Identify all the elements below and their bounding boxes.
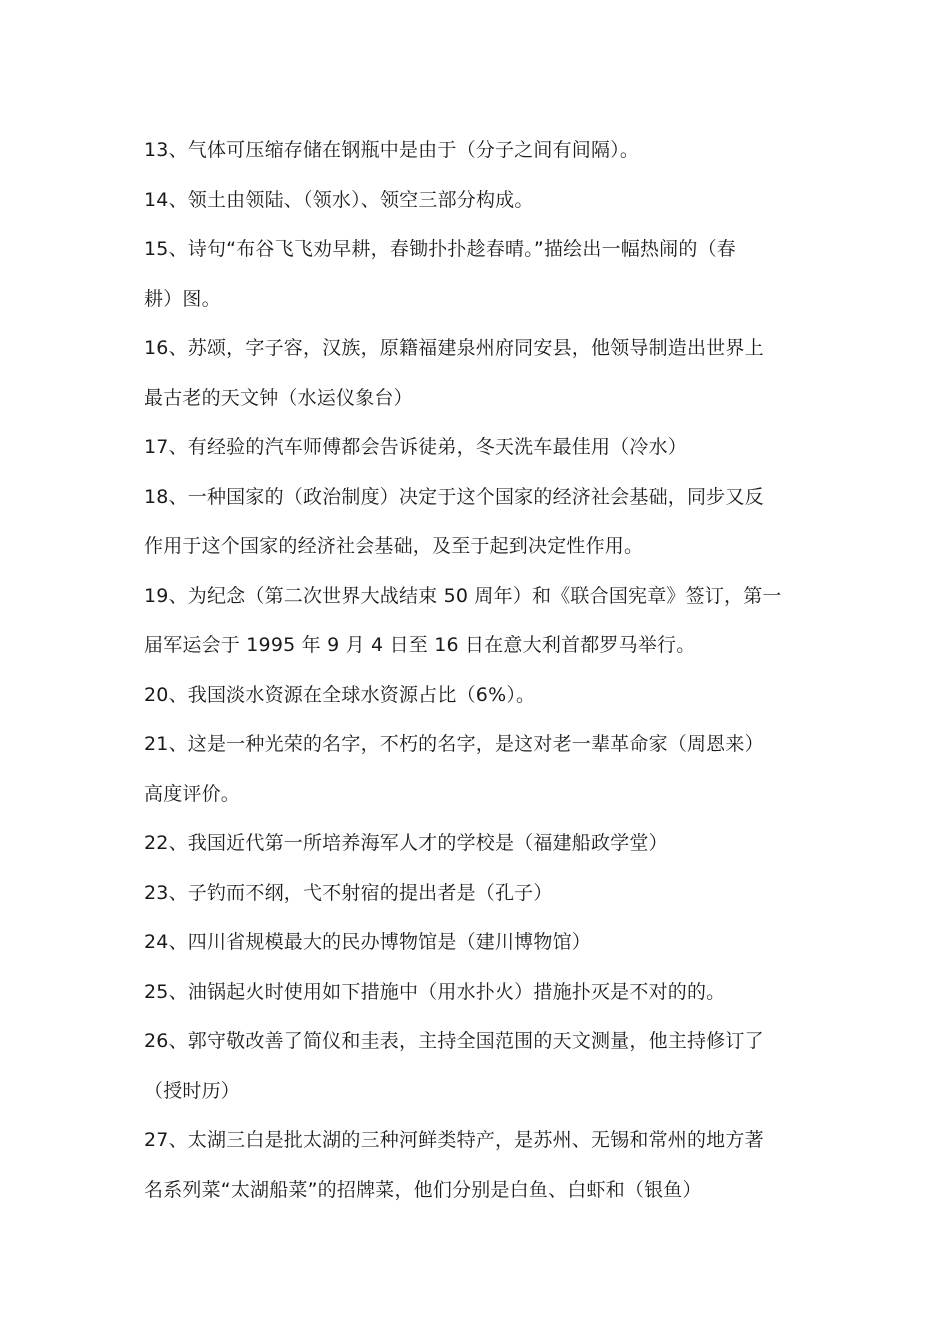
text-line: 15、诗句“布谷飞飞劝早耕，春锄扑扑趁春晴。”描绘出一幅热闹的（春 [144, 238, 736, 260]
text-line: 25、油锅起火时使用如下措施中（用水扑火）措施扑灭是不对的的。 [144, 980, 726, 1003]
text-line: 24、四川省规模最大的民办博物馆是（建川博物馆） [144, 931, 591, 953]
text-line: 高度评价。 [144, 782, 241, 805]
text-line: 26、郭守敬改善了简仪和圭表，主持全国范围的天文测量，他主持修订了 [144, 1030, 764, 1052]
text-line: 18、一种国家的（政治制度）决定于这个国家的经济社会基础，同步又反 [144, 485, 764, 508]
text-line: 23、子钓而不纲，弋不射宿的提出者是（孔子） [144, 881, 553, 904]
text-line: 14、领土由领陆、（领水）、领空三部分构成。 [144, 188, 534, 211]
text-line: 名系列菜“太湖船菜”的招牌菜，他们分别是白鱼、白虾和（银鱼） [144, 1178, 702, 1201]
text-line: 届军运会于 1995 年 9 月 4 日至 16 日在意大利首都罗马举行。 [144, 634, 696, 656]
text-line: 最古老的天文钟（水运仪象台） [144, 386, 413, 409]
text-line: 22、我国近代第一所培养海军人才的学校是（福建船政学堂） [144, 832, 668, 854]
document-body [144, 126, 814, 1215]
text-line: 21、这是一种光荣的名字，不朽的名字，是这对老一辈革命家（周恩来） [144, 733, 764, 755]
text-line: 13、气体可压缩存储在钢瓶中是由于（分子之间有间隔）。 [144, 139, 640, 161]
text-line: 17、有经验的汽车师傅都会告诉徒弟，冬天洗车最佳用（冷水） [144, 436, 687, 458]
text-line: 27、太湖三白是批太湖的三种河鲜类特产，是苏州、无锡和常州的地方著 [144, 1129, 764, 1151]
text-line: 20、我国淡水资源在全球水资源占比（6%）。 [144, 683, 536, 706]
text-line: 16、苏颂，字子容，汉族，原籍福建泉州府同安县，他领导制造出世界上 [144, 337, 764, 359]
text-line: （授时历） [144, 1079, 241, 1102]
text-line: 19、为纪念（第二次世界大战结束 50 周年）和《联合国宪章》签订，第一 [144, 584, 782, 607]
text-line: 作用于这个国家的经济社会基础，及至于起到决定性作用。 [144, 535, 644, 557]
text-line: 耕）图。 [144, 287, 221, 310]
